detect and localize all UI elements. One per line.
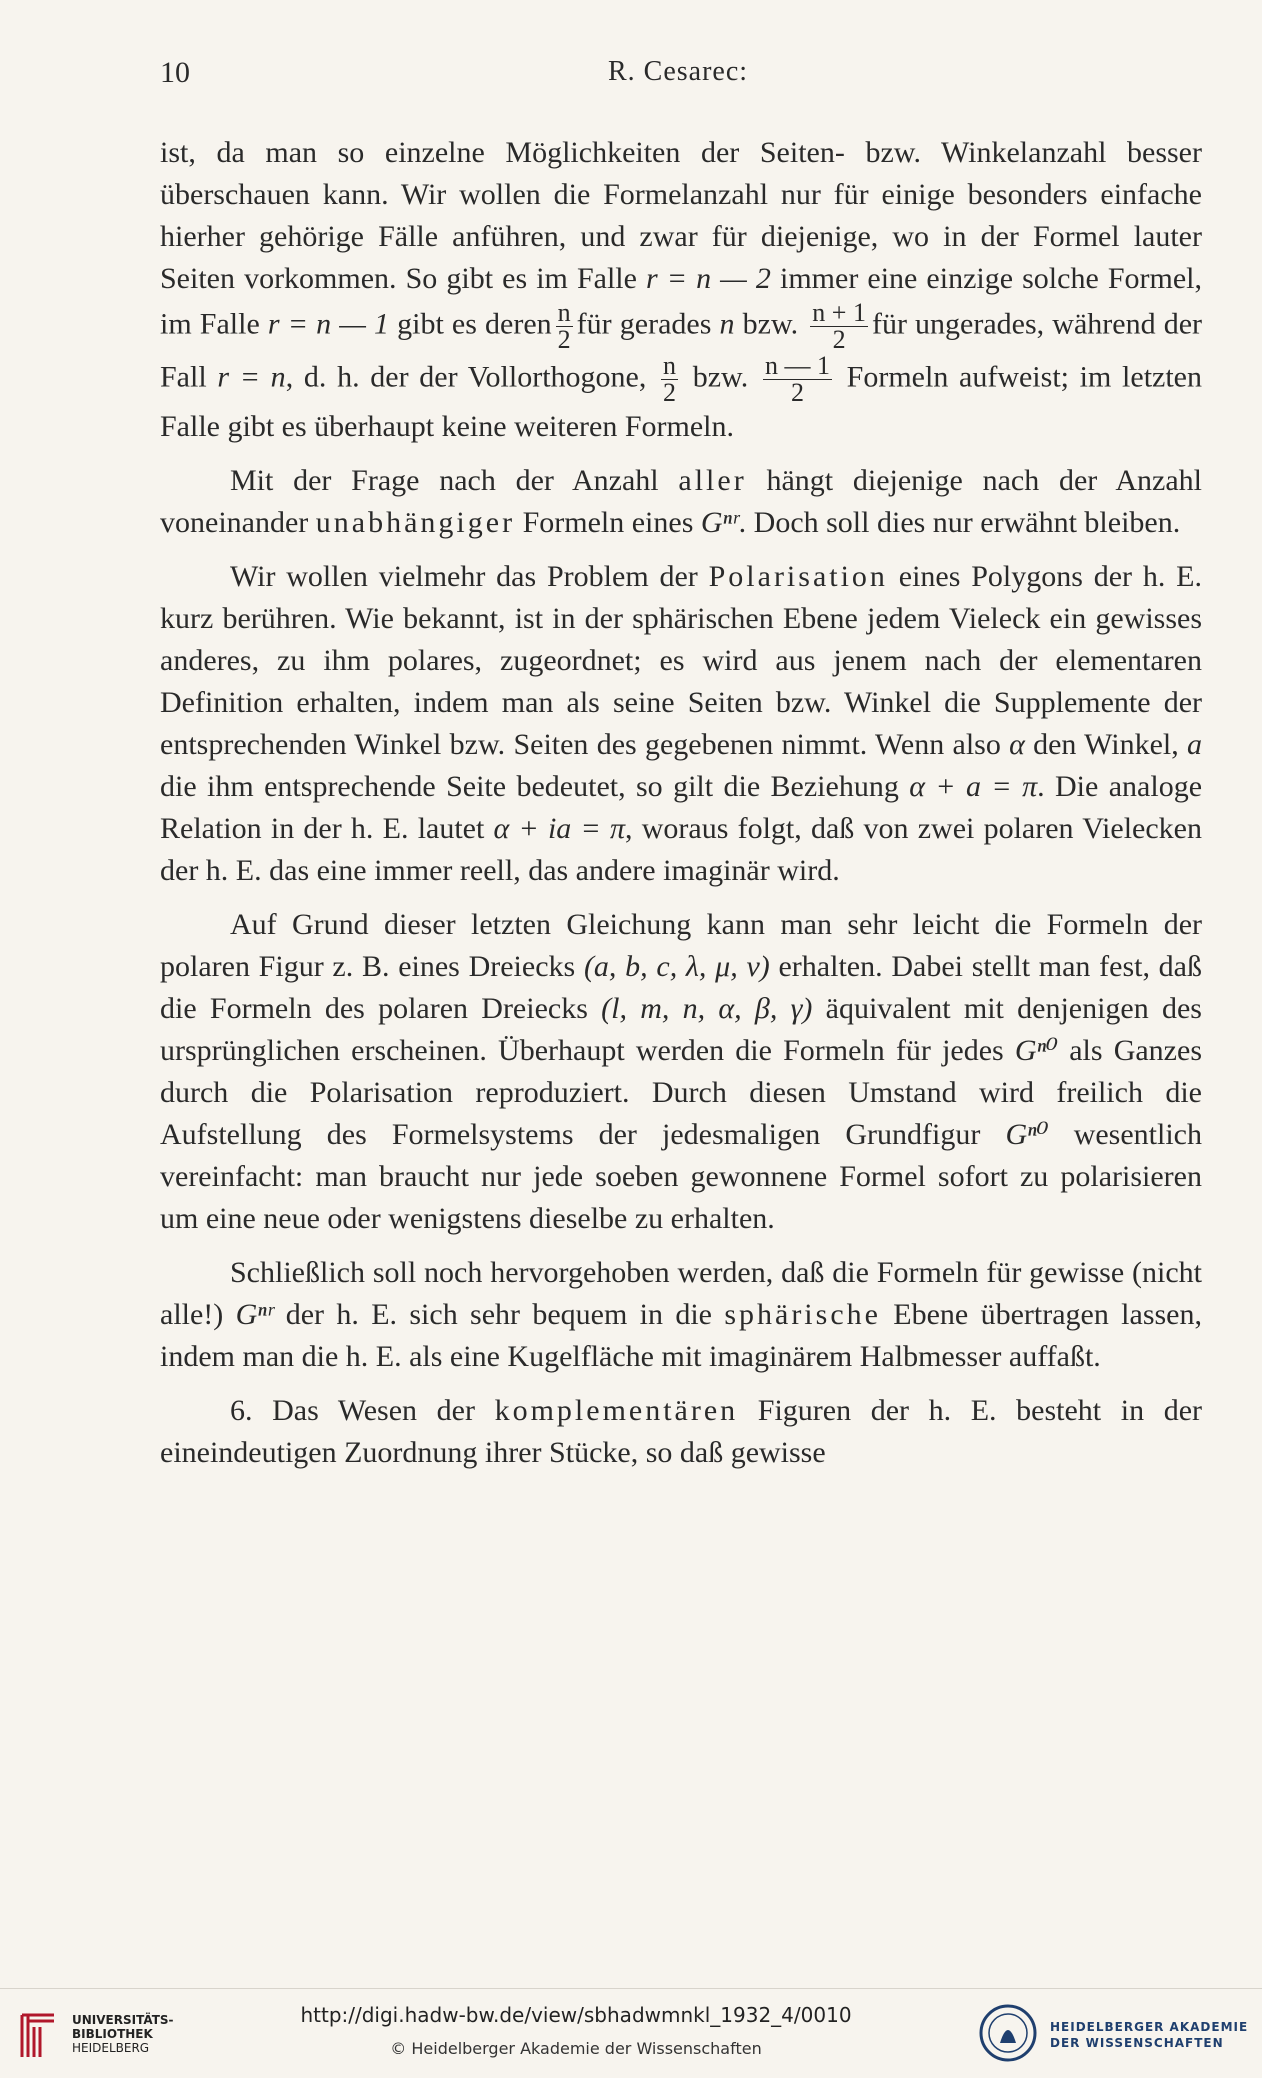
- text-run: Wir wollen vielmehr das Problem der: [230, 560, 709, 593]
- text-run: immer eine einzige solche Formel, im Falle: [160, 262, 1203, 341]
- text-run: als Ganzes durch die Polarisation reproduziert. Durch diesen Umstand wird freilich die Aufstellung des Formelsystems der jedesmaligen Grundfigur: [160, 1034, 1202, 1151]
- text-run: bzw.: [734, 307, 807, 341]
- fraction-n-over-2: [556, 300, 573, 353]
- spaced-word: komplementären: [494, 1394, 739, 1427]
- text-run: . Die analoge Relation in der h. E. lautet: [160, 770, 1203, 845]
- fraction-numerator: n + 1: [812, 298, 866, 327]
- text-run: für ungerades, während der Fall: [160, 307, 1203, 394]
- copyright-notice: © Heidelberger Akademie der Wissenschaften: [390, 2039, 762, 2058]
- text-run: äquivalent mit denjenigen des ursprünglichen erscheinen. Überhaupt werden die Formeln für jedes: [160, 992, 1202, 1067]
- text-run: bzw.: [682, 360, 759, 394]
- paragraph-4: [160, 904, 1202, 1240]
- math-relation-spherical: α + a = π: [909, 770, 1038, 803]
- paragraph-3: [160, 556, 1202, 892]
- text-run: eines Polygons der h. E. kurz berühren. Wie bekannt, ist in der sphärischen Ebene jedem Vieleck ein gewisses anderes, zu ihm polares, zugeordnet; es wird aus jenem nach der elementaren Definition erhalten, indem man als seine Seiten bzw. Winkel die Supplemente der entsprechenden Winkel bzw. Seiten des gegebenen nimmt. Wenn also: [160, 560, 1203, 761]
- library-name-line: HEIDELBERG: [72, 2041, 150, 2055]
- viewer-footer: [0, 1988, 1262, 2078]
- text-run: Schließlich soll noch hervorgehoben werden, daß die Formeln für gewisse (nicht alle!): [160, 1256, 1202, 1331]
- paragraph-1: [160, 132, 1202, 448]
- math-relation-hyperbolic: α + ia = π: [493, 812, 626, 845]
- math-g-n-0-b: Gⁿ⁰: [1005, 1118, 1049, 1151]
- math-r-n-1: r = n — 1: [267, 307, 389, 341]
- spaced-word: unabhängiger: [315, 506, 516, 539]
- academy-name: [1050, 2019, 1248, 2051]
- text-run: 6. Das Wesen der: [230, 1394, 495, 1427]
- page-number: 10: [160, 56, 190, 89]
- math-r-n-2: r = n — 2: [646, 262, 771, 295]
- fraction-numerator: n — 1: [764, 351, 830, 380]
- math-polar-triangle: (l, m, n, α, β, γ): [601, 992, 813, 1025]
- library-name-line: UNIVERSITÄTS-: [72, 2013, 174, 2027]
- math-triangle-sides: (a, b, c, λ, μ, ν): [583, 950, 770, 983]
- fraction-denominator: 2: [790, 378, 804, 407]
- math-n: n: [719, 307, 735, 341]
- fraction-numerator: n: [663, 351, 677, 380]
- math-r-n: r = n: [217, 360, 286, 394]
- university-library-logo-icon: [14, 2011, 60, 2061]
- text-run: , woraus folgt, daß von zwei polaren Vielecken der h. E. das eine immer reell, das andere imaginär wird.: [160, 812, 1202, 887]
- library-name-line: BIBLIOTHEK: [72, 2027, 153, 2041]
- text-run: gibt es deren: [389, 307, 552, 341]
- text-run: wesentlich vereinfacht: man braucht nur jede soeben gewonnene Formel sofort zu polarisieren um eine neue oder wenigstens dieselbe zu erhalten.: [160, 1118, 1202, 1235]
- math-a: a: [1187, 728, 1202, 761]
- math-alpha: α: [1009, 728, 1025, 761]
- fraction-denominator: 2: [663, 378, 677, 407]
- fraction-n-over-2-b: [661, 353, 678, 406]
- academy-seal-icon: [978, 2003, 1038, 2063]
- library-name: [72, 2013, 174, 2055]
- academy-name-line: DER WISSENSCHAFTEN: [1050, 2036, 1224, 2050]
- math-g-n-r: Gⁿʳ: [700, 506, 739, 539]
- text-run: für gerades: [576, 307, 720, 341]
- text-run: Figuren der h. E. besteht in der eineindeutigen Zuordnung ihrer Stücke, so daß gewisse: [160, 1394, 1202, 1469]
- spaced-word: Polarisation: [708, 560, 888, 593]
- text-run: , d. h. der der Vollorthogone,: [285, 360, 658, 394]
- fraction-denominator: 2: [557, 325, 571, 354]
- body-text: [160, 132, 1202, 1486]
- text-run: Auf Grund dieser letzten Gleichung kann man sehr leicht die Formeln der polaren Figur z. B. eines Dreiecks: [160, 908, 1202, 983]
- text-run: Formeln eines: [515, 506, 701, 539]
- fraction-numerator: n: [557, 298, 571, 327]
- running-head-author: R. Cesarec:: [608, 56, 749, 87]
- math-g-n-r-b: Gⁿʳ: [235, 1298, 274, 1331]
- text-run: hängt diejenige nach der Anzahl voneinander: [160, 464, 1202, 539]
- paragraph-5: [160, 1252, 1202, 1378]
- spaced-word: aller: [678, 464, 747, 497]
- text-run: Mit der Frage nach der Anzahl: [230, 464, 679, 497]
- math-g-n-0: Gⁿ⁰: [1014, 1034, 1059, 1067]
- fraction-n-minus-1-over-2: [763, 353, 832, 406]
- text-run: erhalten. Dabei stellt man fest, daß die Formeln des polaren Dreiecks: [160, 950, 1202, 1025]
- text-run: Formeln aufweist; im letzten Falle gibt es überhaupt keine weiteren Formeln.: [160, 360, 1202, 443]
- text-run: Ebene übertragen lassen, indem man die h. E. als eine Kugelfläche mit imaginärem Halbmesser auffaßt.: [160, 1298, 1202, 1373]
- academy-name-line: HEIDELBERGER AKADEMIE: [1050, 2020, 1249, 2034]
- text-run: der h. E. sich sehr bequem in die: [273, 1298, 725, 1331]
- text-run: ist, da man so einzelne Möglichkeiten der Seiten- bzw. Winkelanzahl besser überschauen kann. Wir wollen die Formelanzahl nur für einige besonders einfache hierher gehörige Fälle anführen, und zwar für diejenige, wo in der Formel lauter Seiten vorkommen. So gibt es im Falle: [160, 136, 1202, 295]
- fraction-n-plus-1-over-2: [810, 300, 868, 353]
- text-run: die ihm entsprechende Seite bedeutet, so gilt die Beziehung: [160, 770, 910, 803]
- spaced-word: sphärische: [724, 1298, 881, 1331]
- paragraph-2: [160, 460, 1202, 544]
- page-header: [160, 56, 1200, 96]
- text-run: . Doch soll dies nur erwähnt bleiben.: [738, 506, 1181, 539]
- text-run: den Winkel,: [1024, 728, 1187, 761]
- paragraph-6: [160, 1390, 1202, 1474]
- permalink-url[interactable]: http://digi.hadw-bw.de/view/sbhadwmnkl_1932_4/0010: [300, 2003, 852, 2027]
- fraction-denominator: 2: [832, 325, 846, 354]
